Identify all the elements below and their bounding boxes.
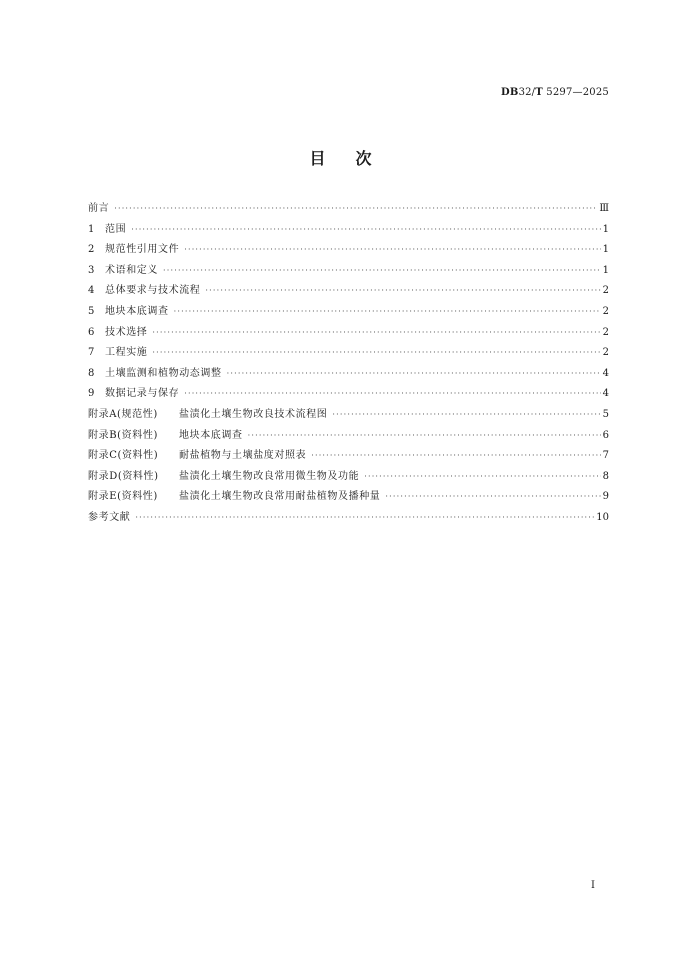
dot-leader <box>184 240 600 261</box>
dot-leader <box>205 281 600 302</box>
page-title: 目次 <box>309 149 402 168</box>
toc-entry-number: 3 <box>88 264 95 276</box>
toc-entry-page: 9 <box>602 491 609 503</box>
toc-entry[interactable] <box>88 323 609 344</box>
toc-entry-label: 数据记录与保存 <box>105 388 180 400</box>
toc-entry-label: 总体要求与技术流程 <box>105 285 201 297</box>
toc-entry[interactable] <box>88 405 609 426</box>
toc-entry-page: 1 <box>602 223 609 235</box>
appendix-prefix: 附录C(资料性) <box>88 450 159 462</box>
appendix-title: 盐渍化土壤生物改良技术流程图 <box>179 408 328 420</box>
toc-entry-page: 2 <box>602 347 609 359</box>
toc-entry-number: 1 <box>88 223 95 235</box>
toc-entry-page: 10 <box>596 511 609 523</box>
toc-entry-number: 2 <box>88 244 95 256</box>
toc-entry-page: 4 <box>602 388 609 400</box>
appendix-title: 耐盐植物与土壤盐度对照表 <box>179 450 307 462</box>
appendix-prefix: 附录E(资料性) <box>88 491 158 503</box>
toc-entry-label <box>88 446 306 467</box>
toc-entry[interactable] <box>88 281 609 302</box>
toc-entry[interactable] <box>88 487 609 508</box>
toc-entry[interactable] <box>88 302 609 323</box>
appendix-prefix: 附录B(资料性) <box>88 429 158 441</box>
toc-entry-page: 7 <box>602 450 609 462</box>
dot-leader <box>332 405 600 426</box>
table-of-contents <box>88 199 609 529</box>
toc-entry[interactable] <box>88 220 609 241</box>
toc-entry-number: 9 <box>88 388 95 400</box>
dot-leader <box>152 323 600 344</box>
toc-entry[interactable] <box>88 446 609 467</box>
toc-entry-label <box>88 467 359 488</box>
toc-entry-label: 范围 <box>105 223 127 235</box>
dot-leader <box>174 302 601 323</box>
toc-entry-page: 6 <box>602 429 609 441</box>
toc-entry-page: 5 <box>602 408 609 420</box>
toc-entry-label: 规范性引用文件 <box>105 244 180 256</box>
dot-leader <box>227 364 601 385</box>
toc-entry[interactable] <box>88 364 609 385</box>
toc-entry-label: 参考文献 <box>88 511 131 523</box>
toc-entry-label: 前言 <box>88 203 110 214</box>
toc-entry-number: 6 <box>88 326 95 338</box>
toc-entry-label: 地块本底调查 <box>105 305 169 317</box>
toc-entry[interactable] <box>88 508 609 529</box>
toc-entry-number: 5 <box>88 305 95 317</box>
toc-entry-page: Ⅲ <box>599 203 609 214</box>
dot-leader <box>311 446 600 467</box>
toc-entry-page: 1 <box>602 264 609 276</box>
toc-entry-number: 7 <box>88 347 95 359</box>
toc-entry-number: 4 <box>88 285 95 297</box>
toc-entry-page: 4 <box>602 367 609 379</box>
appendix-prefix: 附录A(规范性) <box>88 408 158 420</box>
toc-entry-page: 8 <box>602 470 609 482</box>
appendix-title: 盐渍化土壤生物改良常用微生物及功能 <box>179 470 360 482</box>
toc-entry-page: 1 <box>602 244 609 256</box>
toc-entry[interactable] <box>88 240 609 261</box>
toc-entry[interactable] <box>88 384 609 405</box>
appendix-prefix: 附录D(资料性) <box>88 470 159 482</box>
dot-leader <box>163 261 601 282</box>
toc-entry[interactable] <box>88 467 609 488</box>
appendix-title: 地块本底调查 <box>179 429 243 441</box>
dot-leader <box>364 467 600 488</box>
toc-entry-label <box>88 426 243 447</box>
dot-leader <box>131 220 600 241</box>
toc-entry-label: 技术选择 <box>105 326 148 338</box>
toc-entry-label <box>88 487 380 508</box>
dot-leader <box>152 343 600 364</box>
toc-entry-page: 2 <box>602 285 609 297</box>
dot-leader <box>135 508 594 529</box>
toc-entry-label: 土壤监测和植物动态调整 <box>105 367 222 379</box>
page-number: I <box>591 880 595 891</box>
toc-entry-label <box>88 405 327 426</box>
toc-entry-page: 2 <box>602 305 609 317</box>
dot-leader <box>184 384 600 405</box>
dot-leader <box>114 199 597 220</box>
toc-entry-number: 8 <box>88 367 95 379</box>
dot-leader <box>385 487 600 508</box>
toc-entry-page: 2 <box>602 326 609 338</box>
toc-entry-label: 术语和定义 <box>105 264 158 276</box>
toc-entry[interactable] <box>88 343 609 364</box>
appendix-title: 盐渍化土壤生物改良常用耐盐植物及播种量 <box>179 491 381 503</box>
dot-leader <box>248 426 601 447</box>
toc-entry[interactable] <box>88 199 609 220</box>
standard-code: DB32/T 5297—2025 <box>501 87 609 98</box>
toc-entry[interactable] <box>88 261 609 282</box>
toc-entry[interactable] <box>88 426 609 447</box>
toc-entry-label: 工程实施 <box>105 347 148 359</box>
